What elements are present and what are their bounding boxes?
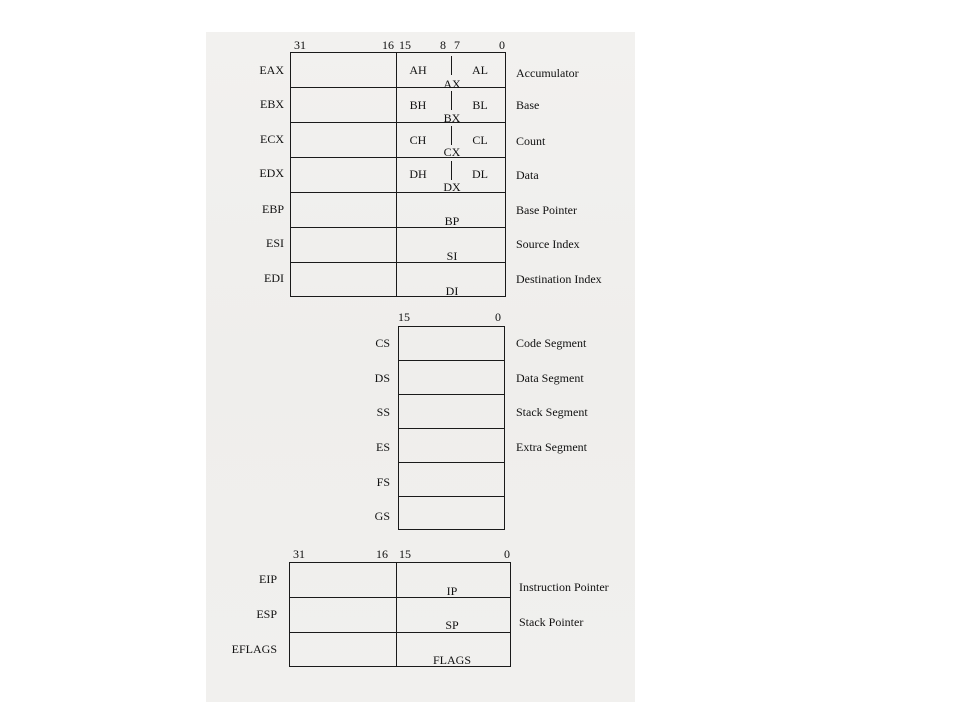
register-16bit-ip: IP xyxy=(446,584,458,598)
register-name-ss: SS xyxy=(376,405,390,419)
register-desc-data: Data xyxy=(516,168,539,182)
register-16bit-ax: AX xyxy=(443,77,461,91)
register-high-byte-ah: AH xyxy=(409,63,427,77)
bit-label-7: 7 xyxy=(454,38,460,52)
register-low-byte-al: AL xyxy=(472,63,488,77)
gp-row-divider xyxy=(290,227,506,228)
bit-label-31: 31 xyxy=(294,38,306,52)
gp-row-divider xyxy=(290,87,506,88)
register-16bit-sp: SP xyxy=(445,618,459,632)
register-name-cs: CS xyxy=(375,336,390,350)
register-desc-accumulator: Accumulator xyxy=(516,66,579,80)
register-desc-instruction-pointer: Instruction Pointer xyxy=(519,580,609,594)
register-name-gs: GS xyxy=(374,509,390,523)
gp-row-divider xyxy=(290,122,506,123)
register-high-byte-dh: DH xyxy=(409,167,427,181)
pointer-row-divider xyxy=(289,632,511,633)
register-name-eip: EIP xyxy=(259,572,277,586)
register-16bit-si: SI xyxy=(446,249,458,263)
byte-divider xyxy=(451,161,452,180)
register-desc-destination-index: Destination Index xyxy=(516,272,602,286)
register-desc-code-segment: Code Segment xyxy=(516,336,587,350)
register-16bit-bp: BP xyxy=(444,214,460,228)
register-name-eflags: EFLAGS xyxy=(231,642,277,656)
bit-label-0: 0 xyxy=(499,38,505,52)
bit-label-16: 16 xyxy=(382,38,394,52)
register-high-byte-ch: CH xyxy=(409,133,427,147)
segment-row-divider xyxy=(398,462,505,463)
gp-row-divider xyxy=(290,157,506,158)
bit-label-15: 15 xyxy=(398,310,410,324)
register-name-es: ES xyxy=(375,440,390,454)
register-16bit-cx: CX xyxy=(443,145,461,159)
register-16bit-dx: DX xyxy=(443,180,461,194)
bit-label-15: 15 xyxy=(399,547,411,561)
register-desc-extra-segment: Extra Segment xyxy=(516,440,587,454)
register-low-byte-cl: CL xyxy=(472,133,488,147)
register-name-edx: EDX xyxy=(259,166,284,180)
register-name-ebp: EBP xyxy=(261,202,284,216)
register-high-byte-bh: BH xyxy=(409,98,427,112)
register-16bit-bx: BX xyxy=(443,111,461,125)
register-name-eax: EAX xyxy=(259,63,284,77)
segment-row-divider xyxy=(398,394,505,395)
register-low-byte-bl: BL xyxy=(472,98,488,112)
bit-label-0: 0 xyxy=(504,547,510,561)
register-16bit-flags: FLAGS xyxy=(432,653,471,667)
pointer-16bit-divider xyxy=(396,562,397,667)
register-desc-stack-segment: Stack Segment xyxy=(516,405,588,419)
bit-label-0: 0 xyxy=(495,310,501,324)
register-16bit-di: DI xyxy=(445,284,459,298)
segment-row-divider xyxy=(398,428,505,429)
bit-label-15: 15 xyxy=(399,38,411,52)
register-low-byte-dl: DL xyxy=(472,167,488,181)
segment-row-divider xyxy=(398,360,505,361)
segment-row-divider xyxy=(398,496,505,497)
register-desc-stack-pointer: Stack Pointer xyxy=(519,615,584,629)
register-name-esi: ESI xyxy=(266,236,284,250)
register-desc-base: Base xyxy=(516,98,540,112)
gp-row-divider xyxy=(290,262,506,263)
byte-divider xyxy=(451,126,452,145)
byte-divider xyxy=(451,56,452,75)
register-name-ebx: EBX xyxy=(260,97,284,111)
register-name-esp: ESP xyxy=(256,607,277,621)
gp-row-divider xyxy=(290,192,506,193)
register-name-edi: EDI xyxy=(264,271,284,285)
register-desc-count: Count xyxy=(516,134,546,148)
gp-16bit-divider xyxy=(396,52,397,297)
register-name-ds: DS xyxy=(374,371,390,385)
register-name-ecx: ECX xyxy=(260,132,284,146)
register-name-fs: FS xyxy=(376,475,390,489)
bit-label-8: 8 xyxy=(440,38,446,52)
pointer-row-divider xyxy=(289,597,511,598)
register-desc-base-pointer: Base Pointer xyxy=(516,203,577,217)
register-desc-source-index: Source Index xyxy=(516,237,580,251)
pointer-register-frame xyxy=(289,562,511,667)
bit-label-31: 31 xyxy=(293,547,305,561)
byte-divider xyxy=(451,91,452,110)
bit-label-16: 16 xyxy=(376,547,388,561)
register-desc-data-segment: Data Segment xyxy=(516,371,584,385)
